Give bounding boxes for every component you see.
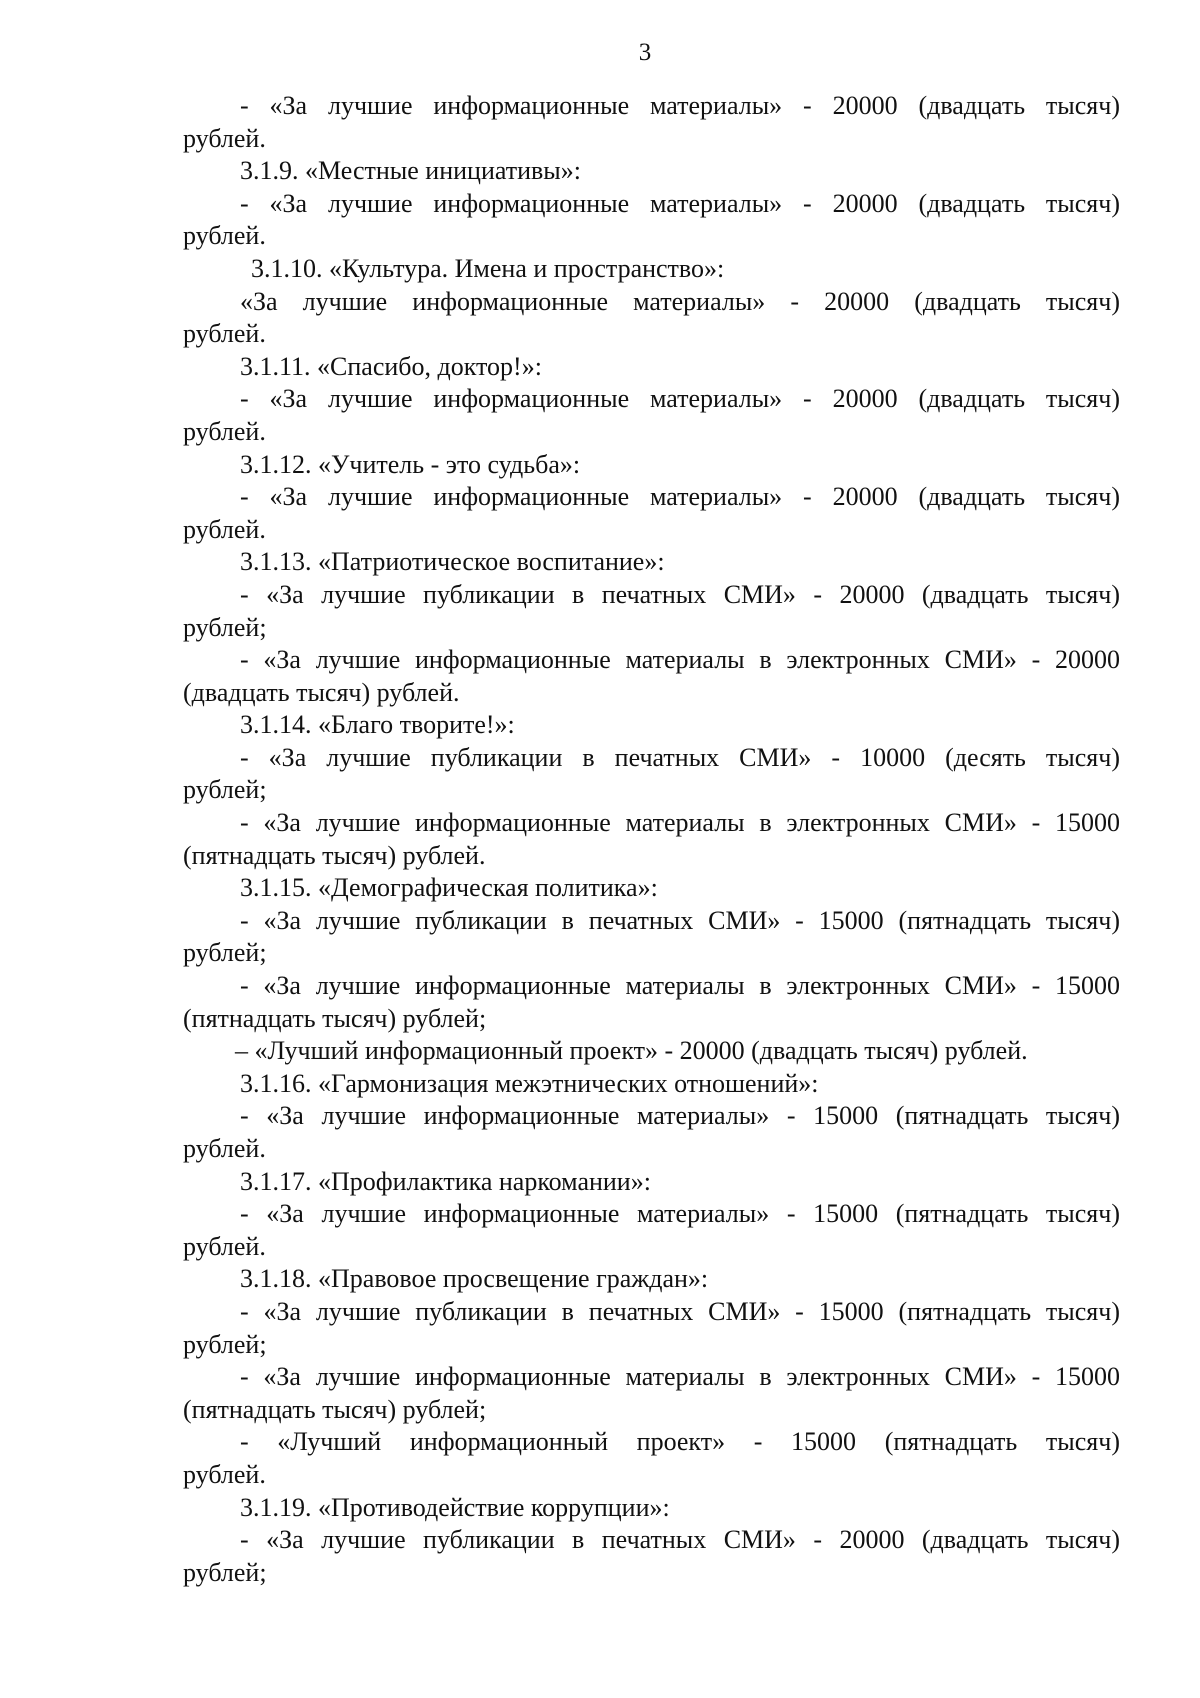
award-line-tail: рублей.	[183, 514, 266, 544]
award-line: - «За лучшие информационные материалы в электронных СМИ» - 15000	[240, 971, 1120, 1001]
award-line: «За лучшие информационные материалы» - 20000 (двадцать тысяч)	[240, 286, 1120, 316]
section-heading: 3.1.10. «Культура. Имена и пространство»:	[251, 253, 725, 283]
award-line-tail: (пятнадцать тысяч) рублей.	[183, 840, 486, 870]
award-line-tail: рублей.	[183, 1231, 266, 1261]
award-line-tail: рублей;	[183, 775, 267, 805]
award-line: - «За лучшие информационные материалы» - 20000 (двадцать тысяч)	[240, 482, 1120, 512]
award-line-tail: рублей.	[183, 1459, 266, 1489]
award-line: - «За лучшие публикации в печатных СМИ» - 20000 (двадцать тысяч)	[240, 1525, 1120, 1555]
award-line-tail: (пятнадцать тысяч) рублей;	[183, 1394, 487, 1424]
award-line-tail: (пятнадцать тысяч) рублей;	[183, 1003, 487, 1033]
award-line: - «За лучшие информационные материалы в электронных СМИ» - 15000	[240, 1362, 1120, 1392]
document-body	[183, 90, 1120, 1589]
award-line-tail: (двадцать тысяч) рублей.	[183, 677, 460, 707]
award-line-tail: рублей;	[183, 612, 267, 642]
award-line: - «За лучшие информационные материалы в электронных СМИ» - 15000	[240, 808, 1120, 838]
award-line: - «За лучшие информационные материалы» - 20000 (двадцать тысяч)	[240, 188, 1120, 218]
award-line: - «За лучшие информационные материалы» - 20000 (двадцать тысяч)	[240, 91, 1120, 120]
section-heading: 3.1.18. «Правовое просвещение граждан»:	[240, 1264, 709, 1294]
award-line-tail: рублей;	[183, 1557, 267, 1587]
award-line: - «За лучшие информационные материалы в электронных СМИ» - 20000	[240, 645, 1120, 675]
section-heading: 3.1.19. «Противодействие коррупции»:	[240, 1492, 670, 1522]
award-line: - «За лучшие публикации в печатных СМИ» - 20000 (двадцать тысяч)	[240, 579, 1120, 609]
page-number: 3	[638, 39, 652, 66]
section-heading: 3.1.14. «Благо творите!»:	[240, 710, 515, 740]
award-line: - «За лучшие публикации в печатных СМИ» - 15000 (пятнадцать тысяч)	[240, 1296, 1120, 1326]
section-heading: 3.1.13. «Патриотическое воспитание»:	[240, 547, 665, 577]
award-line: - «За лучшие публикации в печатных СМИ» - 15000 (пятнадцать тысяч)	[240, 905, 1120, 935]
award-line-tail: рублей;	[183, 938, 267, 968]
award-line-tail: рублей.	[183, 123, 266, 153]
section-heading: 3.1.15. «Демографическая политика»:	[240, 873, 658, 903]
section-heading: 3.1.17. «Профилактика наркомании»:	[240, 1166, 651, 1196]
award-line: - «За лучшие публикации в печатных СМИ» - 10000 (десять тысяч)	[240, 742, 1120, 772]
section-heading: 3.1.9. «Местные инициативы»:	[240, 156, 581, 186]
award-line: - «Лучший информационный проект» - 15000 (пятнадцать тысяч)	[240, 1427, 1120, 1457]
section-heading: 3.1.16. «Гармонизация межэтнических отношений»:	[240, 1068, 819, 1098]
award-line: - «За лучшие информационные материалы» - 15000 (пятнадцать тысяч)	[240, 1199, 1120, 1229]
award-line-tail: рублей.	[183, 319, 266, 349]
award-line-tail: рублей.	[183, 221, 266, 251]
award-line-tail: рублей.	[183, 1134, 266, 1163]
award-line-tail: рублей.	[183, 416, 266, 446]
award-line: - «За лучшие информационные материалы» - 15000 (пятнадцать тысяч)	[240, 1101, 1120, 1131]
section-heading: 3.1.12. «Учитель - это судьба»:	[240, 449, 581, 479]
award-line: - «За лучшие информационные материалы» - 20000 (двадцать тысяч)	[240, 384, 1120, 414]
section-heading: 3.1.11. «Спасибо, доктор!»:	[240, 351, 542, 381]
award-line-tail: рублей;	[183, 1329, 267, 1359]
award-line: – «Лучший информационный проект» - 20000 (двадцать тысяч) рублей.	[235, 1036, 1028, 1066]
